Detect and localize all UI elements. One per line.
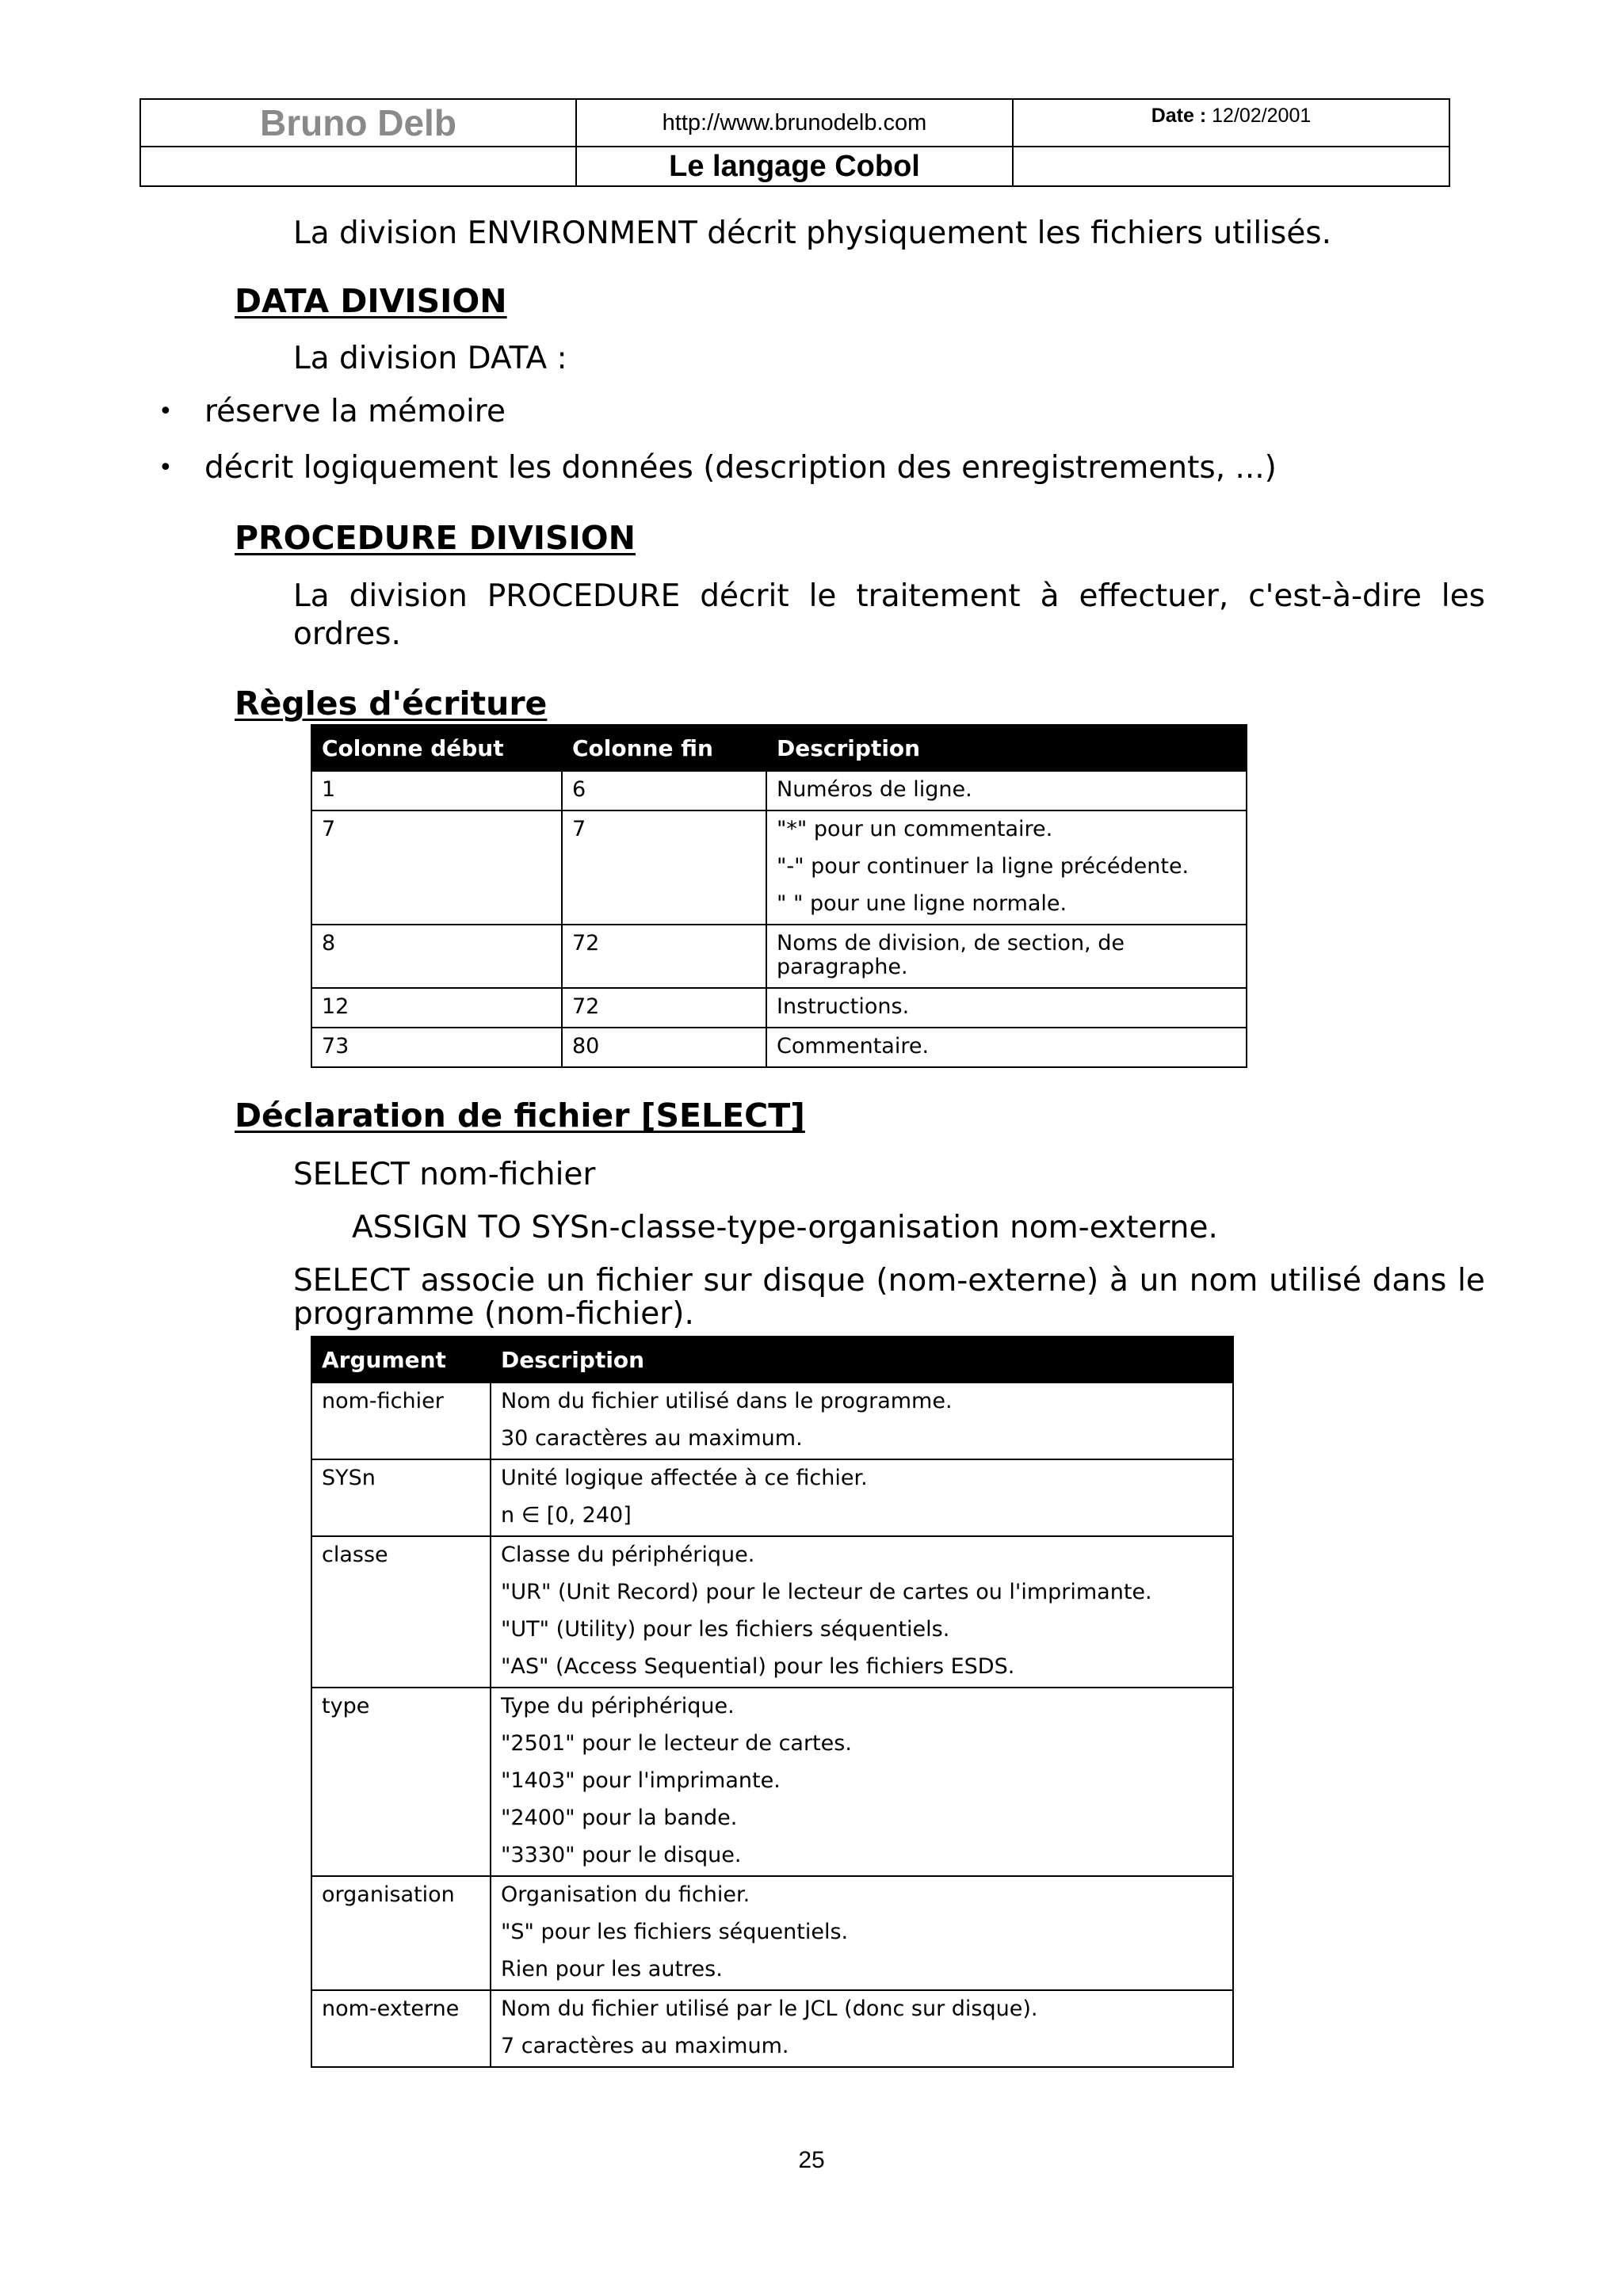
description-line: "*" pour un commentaire. [777,817,1053,841]
page-number: 25 [798,2147,825,2173]
select-heading: Déclaration de fichier [SELECT] [235,1097,805,1135]
bullet-icon: • [158,398,173,425]
data-division-text: La division DATA : [293,341,567,376]
select-description-paragraph [293,1263,1485,1333]
word: le [808,578,837,614]
description-cell [491,1383,1233,1459]
argument-cell: organisation [311,1876,491,1990]
column-header: Description [491,1337,1233,1383]
argument-cell: type [311,1688,491,1876]
description-line: Unité logique affectée à ce fichier. [501,1466,868,1490]
end-column-cell: 72 [562,988,766,1028]
header-author: Bruno Delb [140,99,576,147]
description-line: Nom du fichier utilisé dans le programme. [501,1389,953,1413]
end-column-cell: 80 [562,1028,766,1067]
description-line: "S" pour les fichiers séquentiels. [501,1920,849,1944]
description-line: 30 caractères au maximum. [501,1426,803,1451]
word: disque [762,1263,865,1299]
select-syntax-line-2: ASSIGN TO SYSn-classe-type-organisation nom-externe. [352,1210,1218,1245]
description-line: "3330" pour le disque. [501,1843,742,1867]
description-line: Commentaire. [777,1034,930,1058]
description-line: Organisation du fichier. [501,1882,750,1907]
select-arguments-table [311,1336,1234,2068]
description-cell [766,771,1247,810]
word: fichier [596,1263,693,1299]
data-division-heading: DATA DIVISION [235,282,507,320]
word: La [293,578,330,614]
description-cell [491,1990,1233,2067]
table-row [311,1990,1233,2067]
description-line: "-" pour continuer la ligne précédente. [777,854,1190,879]
description-line: "1403" pour l'imprimante. [501,1768,781,1793]
word: dans [1372,1263,1447,1299]
word: décrit [700,578,789,614]
description-line: Noms de division, de section, de paragraphe. [777,931,1125,979]
description-cell [491,1688,1233,1876]
description-cell [491,1876,1233,1990]
argument-cell: classe [311,1536,491,1688]
description-cell [766,925,1247,988]
procedure-division-paragraph [293,578,1485,653]
description-line: "2400" pour la bande. [501,1806,738,1830]
description-line: " " pour une ligne normale. [777,891,1067,916]
word: effectuer, [1079,578,1229,614]
word: les [1441,578,1485,614]
column-header: Argument [311,1337,491,1383]
bullet-icon: • [158,454,173,482]
column-header: Colonne début [311,725,562,771]
description-line: 7 caractères au maximum. [501,2034,789,2058]
start-column-cell: 7 [311,810,562,925]
bullet-item: réserve la mémoire [204,394,506,429]
table-row [311,771,1247,810]
description-line: Rien pour les autres. [501,1957,723,1981]
word: utilisé [1269,1263,1361,1299]
end-column-cell: 72 [562,925,766,988]
word: un [545,1263,586,1299]
header-url: http://www.brunodelb.com [576,99,1013,147]
procedure-line-2: ordres. [293,616,401,652]
select-syntax-line-1: SELECT nom-fichier [293,1157,596,1192]
word: nom [1189,1263,1258,1299]
word: SELECT [293,1263,410,1299]
description-line: "UR" (Unit Record) pour le lecteur de cartes ou l'imprimante. [501,1580,1152,1604]
table-row [311,988,1247,1028]
table-row [311,1383,1233,1459]
description-cell [491,1536,1233,1688]
description-cell [766,1028,1247,1067]
description-cell [766,810,1247,925]
word: (nom-externe) [876,1263,1099,1299]
description-cell [766,988,1247,1028]
procedure-line-1 [293,578,1485,615]
word: associe [420,1263,536,1299]
argument-cell: nom-fichier [311,1383,491,1459]
description-line: "AS" (Access Sequential) pour les fichiers ESDS. [501,1654,1015,1679]
start-column-cell: 1 [311,771,562,810]
procedure-division-heading: PROCEDURE DIVISION [235,519,636,557]
description-line: Instructions. [777,994,910,1019]
header-title: Le langage Cobol [576,147,1013,186]
end-column-cell: 6 [562,771,766,810]
description-line: Classe du périphérique. [501,1543,755,1567]
regles-table [311,724,1247,1068]
column-header: Colonne fin [562,725,766,771]
table-row [311,1459,1233,1536]
table-row [311,925,1247,988]
table-row [311,1028,1247,1067]
word: le [1457,1263,1485,1299]
argument-cell: SYSn [311,1459,491,1536]
word: c'est-à-dire [1248,578,1422,614]
description-line: n ∈ [0, 240] [501,1503,632,1527]
page-header [139,98,1450,187]
table-header-row [311,1337,1233,1383]
table-row [311,1876,1233,1990]
word: PROCEDURE [487,578,681,614]
header-empty-cell [140,147,576,186]
description-line: "UT" (Utility) pour les fichiers séquentiels. [501,1617,950,1642]
description-line: "2501" pour le lecteur de cartes. [501,1731,852,1756]
bullet-item: décrit logiquement les données (description des enregistrements, ...) [204,450,1277,486]
description-cell [491,1459,1233,1536]
header-date-value: 12/02/2001 [1212,105,1312,127]
start-column-cell: 73 [311,1028,562,1067]
word: sur [703,1263,752,1299]
word: division [349,578,468,614]
select-desc-line-1 [293,1263,1485,1299]
table-row [311,810,1247,925]
argument-cell: nom-externe [311,1990,491,2067]
table-header-row [311,725,1247,771]
word: un [1139,1263,1179,1299]
header-empty-cell [1013,147,1449,186]
select-desc-line-2: programme (nom-fichier). [293,1296,694,1332]
regles-heading: Règles d'écriture [235,685,548,723]
word: à [1109,1263,1128,1299]
start-column-cell: 12 [311,988,562,1028]
header-date-label: Date : [1151,105,1207,127]
description-line: Nom du fichier utilisé par le JCL (donc sur disque). [501,1997,1038,2021]
word: à [1040,578,1060,614]
intro-paragraph: La division ENVIRONMENT décrit physiquement les fichiers utilisés. [293,215,1332,251]
description-line: Numéros de ligne. [777,777,972,802]
column-header: Description [766,725,1247,771]
table-row [311,1536,1233,1688]
start-column-cell: 8 [311,925,562,988]
end-column-cell: 7 [562,810,766,925]
description-line: Type du périphérique. [501,1694,735,1718]
header-date [1013,99,1449,147]
word: traitement [856,578,1021,614]
table-row [311,1688,1233,1876]
